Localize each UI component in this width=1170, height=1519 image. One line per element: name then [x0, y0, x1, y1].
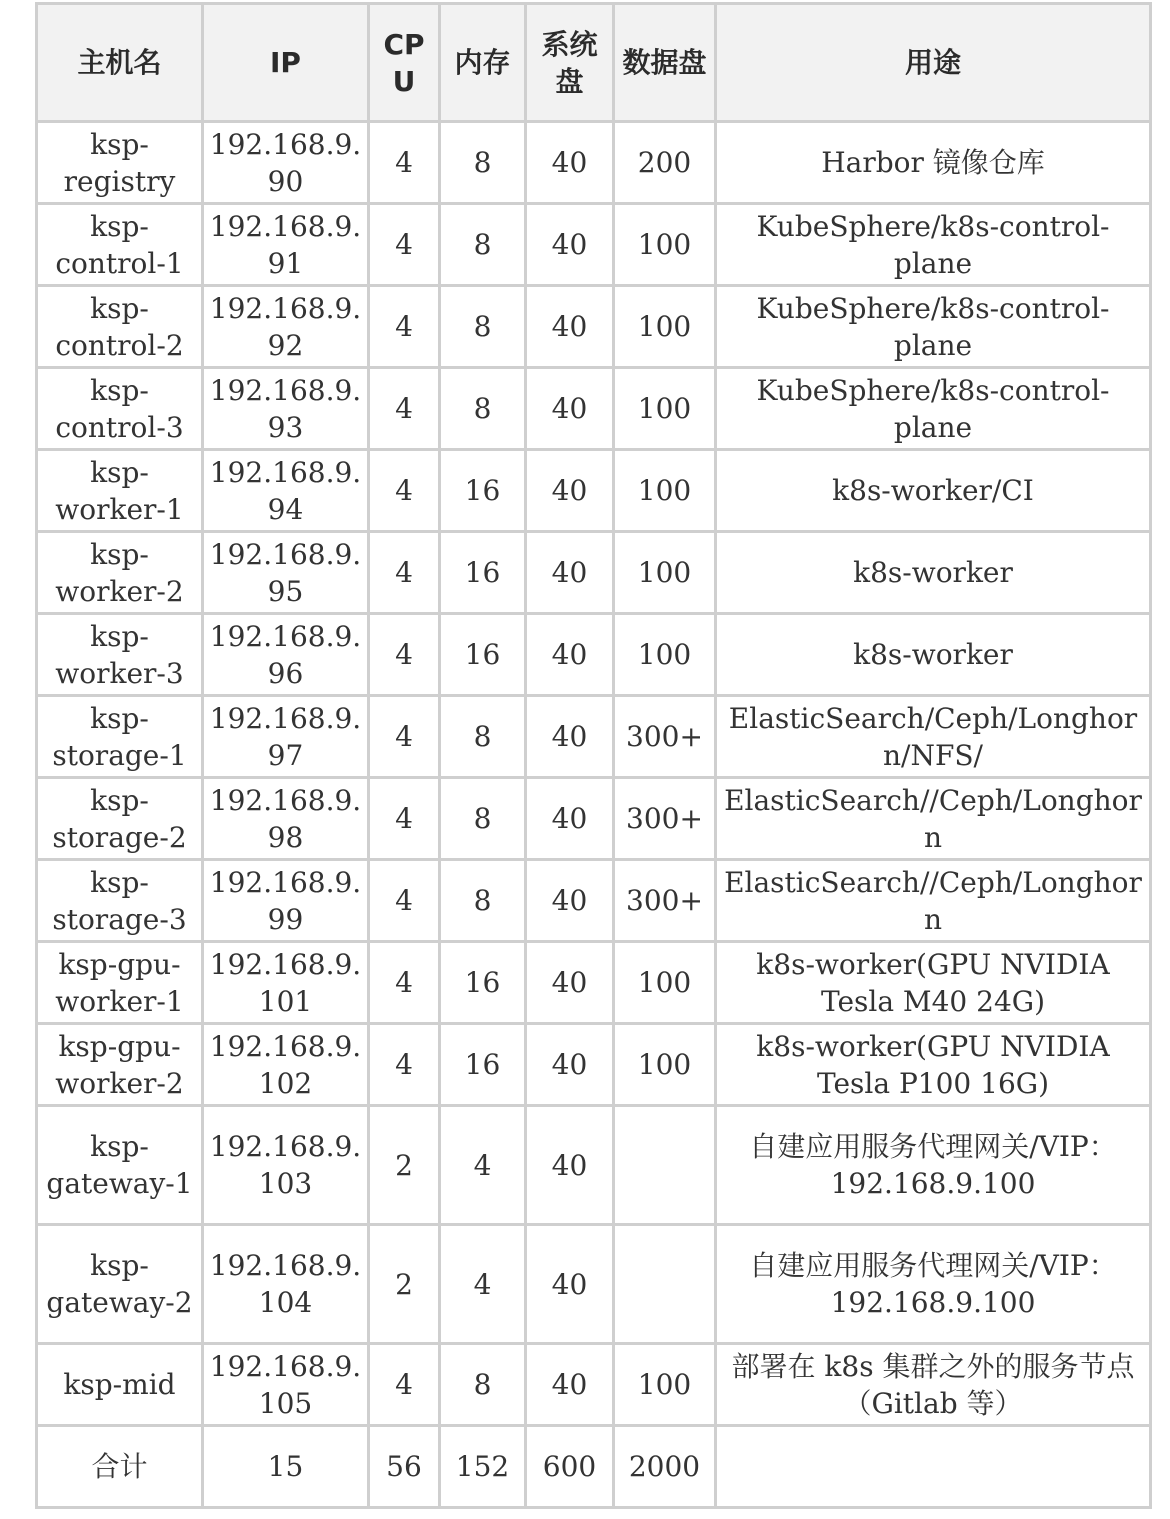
cell-cpu: 4: [370, 205, 441, 287]
cell-cpu: 4: [370, 451, 441, 533]
table-row: [38, 697, 1152, 779]
cell-cpu: 4: [370, 615, 441, 697]
total-ip: 15: [204, 1427, 370, 1509]
cell-hostname: ksp-gateway-2: [38, 1226, 204, 1345]
cell-cpu: 4: [370, 697, 441, 779]
cell-data-disk: 100: [615, 615, 717, 697]
table-row: [38, 205, 1152, 287]
cell-data-disk: 100: [615, 451, 717, 533]
cell-cpu: 4: [370, 369, 441, 451]
cell-ip: 192.168.9.91: [204, 205, 370, 287]
cell-hostname: ksp-worker-3: [38, 615, 204, 697]
cell-ip: 192.168.9.92: [204, 287, 370, 369]
cell-memory: 8: [441, 287, 527, 369]
cell-hostname: ksp-gateway-1: [38, 1107, 204, 1226]
table-row: [38, 1226, 1152, 1345]
cell-data-disk: [615, 1107, 717, 1226]
cell-memory: 8: [441, 123, 527, 205]
cell-purpose: KubeSphere/k8s-control-plane: [717, 369, 1152, 451]
cell-system-disk: 40: [527, 369, 615, 451]
cell-system-disk: 40: [527, 1025, 615, 1107]
cell-system-disk: 40: [527, 779, 615, 861]
total-label: 合计: [38, 1427, 204, 1509]
cell-cpu: 2: [370, 1107, 441, 1226]
header-data-disk: 数据盘: [615, 5, 717, 123]
cell-data-disk: 100: [615, 1345, 717, 1427]
cell-memory: 8: [441, 369, 527, 451]
cell-memory: 16: [441, 533, 527, 615]
cell-hostname: ksp-gpu-worker-2: [38, 1025, 204, 1107]
cell-data-disk: 100: [615, 205, 717, 287]
cell-system-disk: 40: [527, 1345, 615, 1427]
total-purpose: [717, 1427, 1152, 1509]
cell-ip: 192.168.9.103: [204, 1107, 370, 1226]
table-row: [38, 369, 1152, 451]
cell-memory: 8: [441, 1345, 527, 1427]
cell-system-disk: 40: [527, 1226, 615, 1345]
table-row: [38, 533, 1152, 615]
cell-system-disk: 40: [527, 123, 615, 205]
cell-data-disk: 200: [615, 123, 717, 205]
total-cpu: 56: [370, 1427, 441, 1509]
cell-memory: 16: [441, 943, 527, 1025]
cell-cpu: 4: [370, 287, 441, 369]
cell-cpu: 4: [370, 1025, 441, 1107]
cell-ip: 192.168.9.90: [204, 123, 370, 205]
cell-system-disk: 40: [527, 861, 615, 943]
cell-system-disk: 40: [527, 615, 615, 697]
total-data-disk: 2000: [615, 1427, 717, 1509]
table-row: [38, 451, 1152, 533]
cell-cpu: 4: [370, 123, 441, 205]
cell-purpose: k8s-worker: [717, 533, 1152, 615]
cell-system-disk: 40: [527, 451, 615, 533]
cell-ip: 192.168.9.105: [204, 1345, 370, 1427]
cell-cpu: 4: [370, 861, 441, 943]
table-row: [38, 123, 1152, 205]
table-row: [38, 287, 1152, 369]
cell-memory: 16: [441, 451, 527, 533]
table-row: [38, 861, 1152, 943]
cell-ip: 192.168.9.95: [204, 533, 370, 615]
cell-ip: 192.168.9.93: [204, 369, 370, 451]
cell-data-disk: 300+: [615, 697, 717, 779]
cell-purpose: 部署在 k8s 集群之外的服务节点（Gitlab 等）: [717, 1345, 1152, 1427]
table-row: [38, 615, 1152, 697]
cell-ip: 192.168.9.94: [204, 451, 370, 533]
cell-hostname: ksp-worker-1: [38, 451, 204, 533]
cell-hostname: ksp-storage-1: [38, 697, 204, 779]
cell-system-disk: 40: [527, 533, 615, 615]
cell-memory: 8: [441, 779, 527, 861]
cell-data-disk: 100: [615, 369, 717, 451]
cell-ip: 192.168.9.102: [204, 1025, 370, 1107]
cell-purpose: Harbor 镜像仓库: [717, 123, 1152, 205]
cell-hostname: ksp-control-3: [38, 369, 204, 451]
cell-system-disk: 40: [527, 205, 615, 287]
cell-hostname: ksp-control-1: [38, 205, 204, 287]
cell-hostname: ksp-storage-2: [38, 779, 204, 861]
cell-purpose: 自建应用服务代理网关/VIP：192.168.9.100: [717, 1107, 1152, 1226]
cell-purpose: ElasticSearch//Ceph/Longhorn: [717, 861, 1152, 943]
cell-purpose: k8s-worker: [717, 615, 1152, 697]
cell-data-disk: 100: [615, 1025, 717, 1107]
cell-memory: 4: [441, 1226, 527, 1345]
cell-system-disk: 40: [527, 1107, 615, 1226]
cell-system-disk: 40: [527, 697, 615, 779]
cell-memory: 16: [441, 615, 527, 697]
cell-purpose: 自建应用服务代理网关/VIP：192.168.9.100: [717, 1226, 1152, 1345]
cell-hostname: ksp-gpu-worker-1: [38, 943, 204, 1025]
cell-purpose: k8s-worker(GPU NVIDIA Tesla P100 16G): [717, 1025, 1152, 1107]
cell-hostname: ksp-control-2: [38, 287, 204, 369]
cell-ip: 192.168.9.96: [204, 615, 370, 697]
cell-purpose: k8s-worker(GPU NVIDIA Tesla M40 24G): [717, 943, 1152, 1025]
total-row: [38, 1427, 1152, 1509]
cell-memory: 8: [441, 861, 527, 943]
cell-data-disk: 100: [615, 533, 717, 615]
total-system-disk: 600: [527, 1427, 615, 1509]
header-ip: IP: [204, 5, 370, 123]
header-hostname: 主机名: [38, 5, 204, 123]
header-cpu: CPU: [370, 5, 441, 123]
cell-purpose: ElasticSearch/Ceph/Longhorn/NFS/: [717, 697, 1152, 779]
total-memory: 152: [441, 1427, 527, 1509]
cell-system-disk: 40: [527, 943, 615, 1025]
cell-hostname: ksp-worker-2: [38, 533, 204, 615]
cell-ip: 192.168.9.104: [204, 1226, 370, 1345]
cell-cpu: 2: [370, 1226, 441, 1345]
cell-purpose: KubeSphere/k8s-control-plane: [717, 287, 1152, 369]
cell-hostname: ksp-mid: [38, 1345, 204, 1427]
header-purpose: 用途: [717, 5, 1152, 123]
cell-ip: 192.168.9.98: [204, 779, 370, 861]
cell-purpose: k8s-worker/CI: [717, 451, 1152, 533]
cell-ip: 192.168.9.99: [204, 861, 370, 943]
cell-system-disk: 40: [527, 287, 615, 369]
server-inventory-table: [35, 2, 1152, 1509]
header-memory: 内存: [441, 5, 527, 123]
cell-data-disk: 100: [615, 287, 717, 369]
cell-data-disk: [615, 1226, 717, 1345]
table-row: [38, 1345, 1152, 1427]
cell-hostname: ksp-registry: [38, 123, 204, 205]
cell-cpu: 4: [370, 779, 441, 861]
table-row: [38, 779, 1152, 861]
cell-ip: 192.168.9.101: [204, 943, 370, 1025]
cell-memory: 8: [441, 697, 527, 779]
cell-cpu: 4: [370, 533, 441, 615]
cell-ip: 192.168.9.97: [204, 697, 370, 779]
header-row: [38, 5, 1152, 123]
cell-purpose: KubeSphere/k8s-control-plane: [717, 205, 1152, 287]
cell-memory: 4: [441, 1107, 527, 1226]
cell-cpu: 4: [370, 1345, 441, 1427]
table-row: [38, 1107, 1152, 1226]
cell-hostname: ksp-storage-3: [38, 861, 204, 943]
cell-memory: 8: [441, 205, 527, 287]
cell-data-disk: 300+: [615, 861, 717, 943]
cell-purpose: ElasticSearch//Ceph/Longhorn: [717, 779, 1152, 861]
cell-data-disk: 100: [615, 943, 717, 1025]
table-row: [38, 1025, 1152, 1107]
cell-memory: 16: [441, 1025, 527, 1107]
cell-data-disk: 300+: [615, 779, 717, 861]
server-table-container: [35, 2, 1152, 1509]
cell-cpu: 4: [370, 943, 441, 1025]
table-row: [38, 943, 1152, 1025]
header-system-disk: 系统盘: [527, 5, 615, 123]
